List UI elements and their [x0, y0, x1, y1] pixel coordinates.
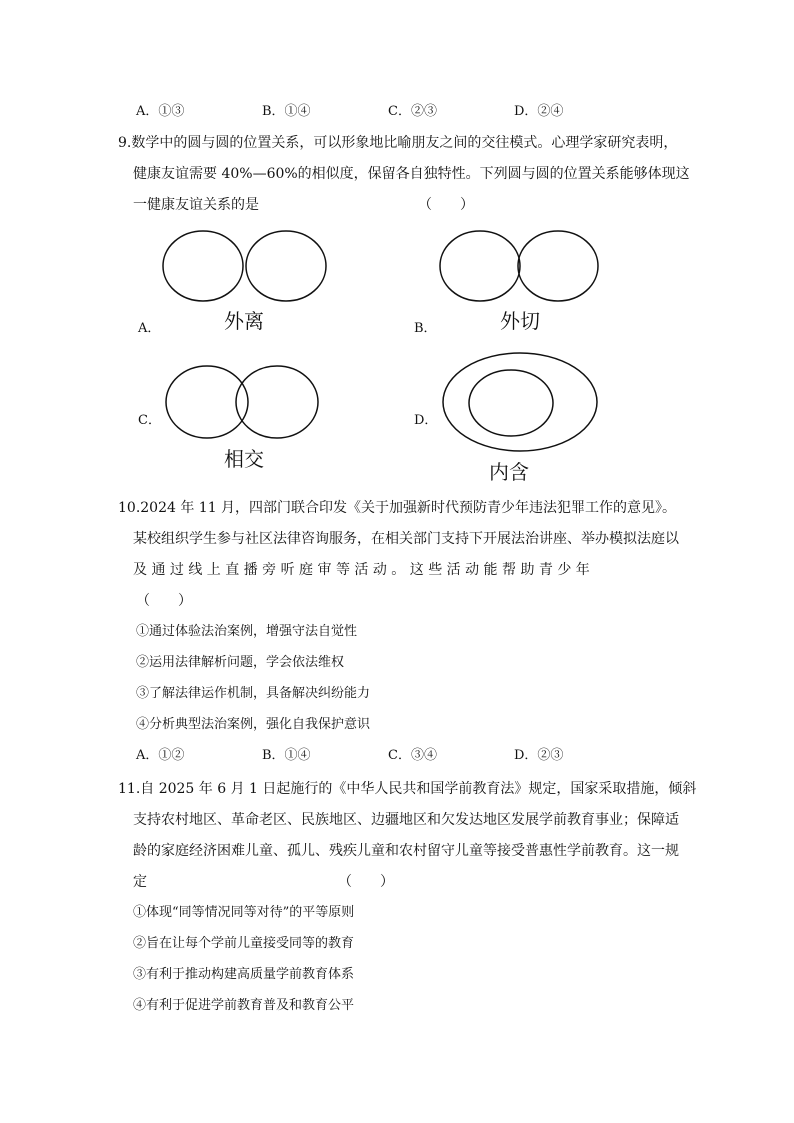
circle-right [518, 231, 598, 301]
q11-stem-line-2: 支持农村地区、革命老区、民族地区、边疆地区和欠发达地区发展学前教育事业；保障适 [133, 812, 679, 828]
q11-stem-line-3: 龄的家庭经济困难儿童、孤儿、残疾儿童和农村留守儿童等接受普惠性学前教育。这一规 [133, 843, 679, 859]
q11-statement-4: ④有利于促进学前教育普及和教育公平 [133, 998, 355, 1013]
q10-statement-2: ②运用法律解析问题，学会依法维权 [136, 655, 345, 670]
q9-figure-b-caption: 外切 [500, 309, 540, 333]
circle-right [246, 231, 326, 301]
contained-circles-figure [440, 350, 602, 456]
q9-stem-line-3: 一健康友谊关系的是 [133, 197, 259, 213]
intersecting-circles-figure [162, 362, 327, 446]
q10-option-b: B．①④ [262, 748, 311, 763]
circle-left [440, 231, 520, 301]
q10-option-d: D．②③ [514, 748, 564, 763]
q9-figure-d-caption: 内含 [489, 460, 529, 484]
tangent-circles-figure [436, 226, 604, 310]
q10-option-c: C．③④ [388, 748, 437, 763]
q11-answer-paren: （ ） [338, 874, 394, 890]
q11-stem-line-1: 11.自 2025 年 6 月 1 日起施行的《中华人民共和国学前教育法》规定，国家采取措施，倾斜 [118, 781, 697, 797]
q10-statement-4: ④分析典型法治案例，强化自我保护意识 [136, 717, 371, 732]
q9-answer-paren: （ ） [418, 197, 474, 213]
q9-stem-line-1: 9.数学中的圆与圆的位置关系，可以形象地比喻朋友之间的交往模式。心理学家研究表明， [118, 135, 678, 151]
q10-stem-line-1: 10.2024 年 11 月，四部门联合印发《关于加强新时代预防青少年违法犯罪工作的意见》。 [118, 500, 677, 516]
q10-stem-line-2: 某校组织学生参与社区法律咨询服务，在相关部门支持下开展法治讲座、举办模拟法庭以 [133, 531, 679, 547]
separate-circles-figure [158, 226, 333, 310]
q11-statement-1: ①体现“同等情况同等对待”的平等原则 [133, 905, 355, 920]
q9-figure-b-letter: B． [414, 321, 437, 336]
q10-statement-3: ③了解法律运作机制，具备解决纠纷能力 [136, 686, 371, 701]
q11-stem-line-4: 定 [133, 874, 147, 890]
q10-answer-paren: （ ） [136, 593, 192, 609]
q11-statement-3: ③有利于推动构建高质量学前教育体系 [133, 967, 355, 982]
q8-option-c: C．②③ [388, 104, 437, 119]
q9-figure-d-letter: D． [414, 413, 438, 428]
circle-outer [443, 353, 597, 451]
q11-statement-2: ②旨在让每个学前儿童接受同等的教育 [133, 936, 355, 951]
q9-figure-c-caption: 相交 [224, 447, 264, 471]
q8-option-b: B．①④ [262, 104, 311, 119]
q10-statement-1: ①通过体验法治案例，增强守法自觉性 [136, 624, 358, 639]
q9-figure-c-letter: C． [138, 413, 161, 428]
q10-option-a: A．①② [136, 748, 185, 763]
q9-figure-a-caption: 外离 [224, 309, 264, 333]
q10-stem-line-3: 及 通 过 线 上 直 播 旁 听 庭 审 等 活 动 。 这 些 活 动 能 帮 助 青 少 年 [133, 562, 590, 578]
q8-option-d: D．②④ [514, 104, 564, 119]
q9-figure-a-letter: A． [138, 321, 161, 336]
circle-left [163, 231, 243, 301]
q9-stem-line-2: 健康友谊需要 40%—60%的相似度，保留各自独特性。下列圆与圆的位置关系能够体现这 [133, 166, 690, 182]
q8-option-a: A．①③ [136, 104, 185, 119]
circle-inner [469, 370, 553, 436]
